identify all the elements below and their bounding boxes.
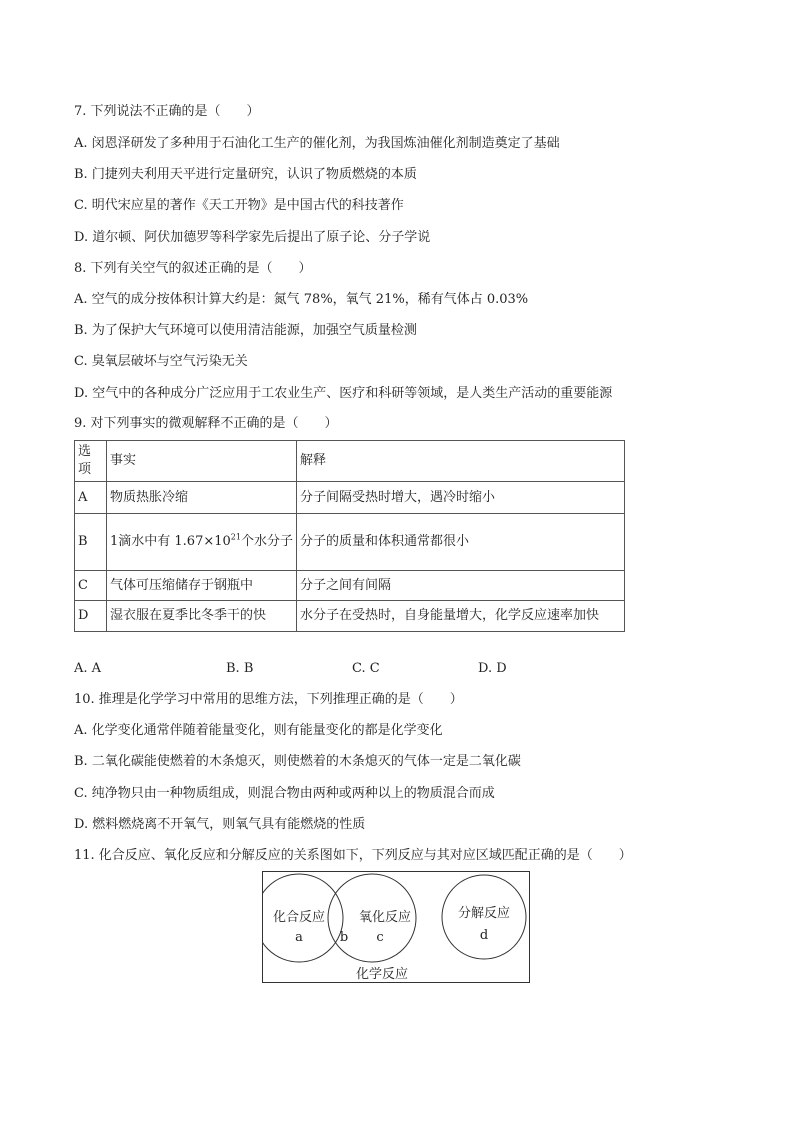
cell-fact: 气体可压缩储存于钢瓶中	[107, 571, 297, 601]
region-d-label: d	[479, 928, 489, 943]
q8-option-b: B. 为了保护大气环境可以使用清洁能源，加强空气质量检测	[74, 323, 417, 338]
cell-fact	[107, 514, 297, 571]
q9-choice-a: A. A	[74, 661, 102, 676]
q8-stem: 8. 下列有关空气的叙述正确的是（ ）	[74, 261, 312, 276]
q8-option-a: A. 空气的成分按体积计算大约是：氮气 78%，氧气 21%，稀有气体占 0.03%	[74, 292, 529, 307]
q7-option-d: D. 道尔顿、阿伏加德罗等科学家先后提出了原子论、分子学说	[74, 230, 431, 245]
cell-fact: 湿衣服在夏季比冬季干的快	[107, 601, 297, 632]
q8-option-d: D. 空气中的各种成分广泛应用于工农业生产、医疗和科研等领域，是人类生产活动的重要能源	[74, 386, 613, 401]
q10-option-a: A. 化学变化通常伴随着能量变化，则有能量变化的都是化学变化	[74, 723, 443, 738]
cell-option: A	[75, 482, 107, 514]
q7-option-b: B. 门捷列夫利用天平进行定量研究，认识了物质燃烧的本质	[74, 167, 417, 182]
q9-choice-d: D. D	[478, 661, 507, 676]
q8-option-c: C. 臭氧层破坏与空气污染无关	[74, 354, 248, 369]
header-explanation: 解释	[297, 441, 625, 482]
q7-stem: 7. 下列说法不正确的是（ ）	[74, 104, 260, 119]
table-row	[75, 514, 625, 571]
fact-text-post: 个水分子	[240, 534, 293, 549]
cell-option: B	[75, 514, 107, 571]
decomposition-label: 分解反应	[457, 906, 511, 921]
table-row	[75, 482, 625, 514]
q10-option-c: C. 纯净物只由一种物质组成，则混合物由两种或两种以上的物质混合而成	[74, 786, 495, 801]
header-option: 选项	[75, 441, 107, 482]
cell-explanation: 分子之间有间隔	[297, 571, 625, 601]
q9-stem: 9. 对下列事实的微观解释不正确的是（ ）	[74, 416, 338, 431]
region-a-label: a	[295, 930, 303, 945]
chemical-reaction-label: 化学反应	[355, 967, 409, 982]
cell-explanation: 分子的质量和体积通常都很小	[297, 514, 625, 571]
cell-explanation: 分子间隔受热时增大，遇冷时缩小	[297, 482, 625, 514]
combination-label: 化合反应	[272, 910, 326, 925]
cell-option: C	[75, 571, 107, 601]
fact-exponent: 21	[230, 532, 241, 542]
table-header-row	[75, 441, 625, 482]
table-row	[75, 571, 625, 601]
q11-stem: 11. 化合反应、氧化反应和分解反应的关系图如下，下列反应与其对应区域匹配正确的是（ ）	[74, 848, 632, 863]
cell-fact: 物质热胀冷缩	[107, 482, 297, 514]
q10-option-d: D. 燃料燃烧离不开氧气，则氧气具有能燃烧的性质	[74, 817, 366, 832]
cell-explanation: 水分子在受热时，自身能量增大，化学反应速率加快	[297, 601, 625, 632]
region-c-label: c	[376, 930, 384, 945]
q9-choice-c: C. C	[352, 661, 380, 676]
outer-frame	[263, 872, 530, 983]
q9-choice-b: B. B	[226, 661, 254, 676]
q10-stem: 10. 推理是化学学习中常用的思维方法，下列推理正确的是（ ）	[74, 692, 463, 707]
q7-option-a: A. 闵恩泽研发了多种用于石油化工生产的催化剂，为我国炼油催化剂制造奠定了基础	[74, 136, 560, 151]
header-fact: 事实	[107, 441, 297, 482]
fact-text-pre: 1滴水中有 1.67×10	[110, 534, 231, 549]
region-b-label: b	[339, 930, 349, 945]
q10-option-b: B. 二氧化碳能使燃着的木条熄灭，则使燃着的木条熄灭的气体一定是二氧化碳	[74, 754, 521, 769]
q7-option-c: C. 明代宋应星的著作《天工开物》是中国古代的科技著作	[74, 198, 404, 213]
oxidation-label: 氧化反应	[358, 910, 412, 925]
reaction-venn-diagram	[262, 871, 530, 983]
cell-option: D	[75, 601, 107, 632]
q9-facts-table	[74, 440, 625, 632]
table-row	[75, 601, 625, 632]
